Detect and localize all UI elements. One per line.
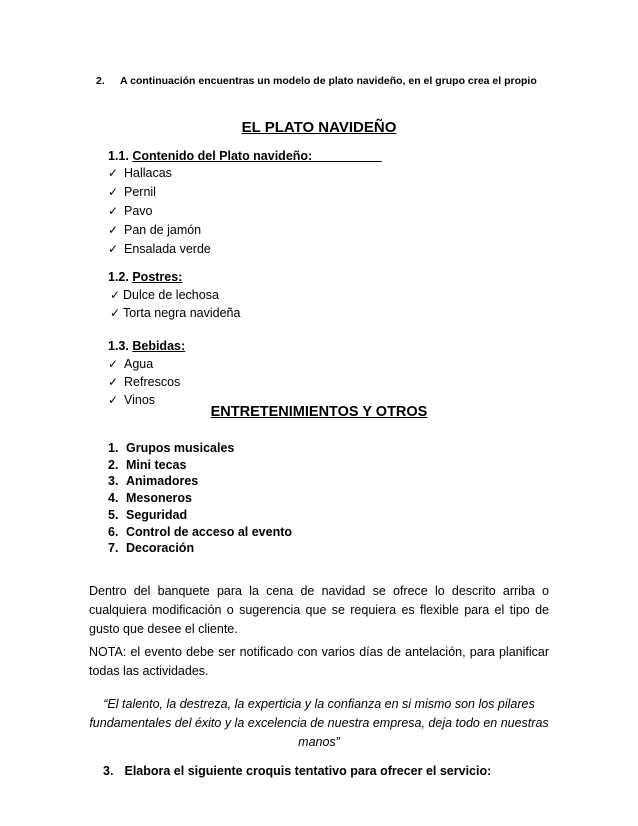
croquis-instruction [103,764,491,778]
check-icon: ✓ [108,242,119,256]
check-icon: ✓ [108,357,119,371]
section-heading-text: Bebidas: [132,339,186,353]
list-item: ✓ Ensalada verde [108,242,211,256]
list-item: ✓ Refrescos [108,375,181,389]
instruction-number: 3. [103,764,114,778]
list-item: 2. Mini tecas [108,457,187,472]
list-item: 3. Animadores [108,474,199,489]
section-number: 1.1. [108,149,129,163]
list-item: ✓ Hallacas [108,166,172,180]
check-icon: ✓ [108,166,119,180]
check-icon: ✓ [108,185,119,199]
check-icon: ✓ [110,306,121,320]
list-item: ✓ Dulce de lechosa [110,288,219,302]
list-item: 5. Seguridad [108,507,188,522]
list-item: ✓ Vinos [108,393,156,407]
intro-text: A continuación encuentras un modelo de plato navideño, en el grupo crea el propio [120,75,537,87]
check-icon: ✓ [108,393,119,407]
list-item: ✓ Pernil [108,185,156,199]
instruction-text: Elabora el siguiente croquis tentativo para ofrecer el servicio: [124,764,492,778]
nota-paragraph: NOTA: el evento debe ser notificado con varios días de antelación, para planificar todas las actividades. [89,645,549,678]
entretenimientos-title: ENTRETENIMIENTOS Y OTROS [210,404,428,420]
check-icon: ✓ [108,204,119,218]
section-heading-bebidas [108,339,185,353]
company-quote: “El talento, la destreza, la experticia y la confianza en si mismo son los pilares fundamentales del éxito y la excelencia de nuestra empresa, deja todo en nuestras manos” [89,697,549,749]
list-item: ✓ Agua [108,357,154,371]
section-heading-text: Postres: [132,270,183,284]
plato-title: EL PLATO NAVIDEÑO [241,119,397,136]
list-item: ✓ Torta negra navideña [110,306,241,320]
list-item: 4. Mesoneros [108,491,192,506]
bebidas-list [108,356,180,410]
list-item: 1. Grupos musicales [108,441,235,455]
section-number: 1.2. [108,270,129,284]
intro-number: 2. [96,75,105,87]
section-heading-contenido [108,149,382,163]
check-icon: ✓ [108,375,119,389]
check-icon: ✓ [110,288,121,302]
entretenimientos-list [108,440,292,557]
list-item: ✓ Pan de jamón [108,223,202,237]
list-item: 6. Control de acceso al evento [108,524,293,539]
section-heading-text: Contenido del Plato navideño:__________ [132,149,382,163]
contenido-list [108,165,211,260]
section-heading-postres [108,270,182,284]
postres-list [110,287,240,323]
check-icon: ✓ [108,223,119,237]
banquete-paragraph: Dentro del banquete para la cena de navidad se ofrece lo descrito arriba o cualquiera modificación o sugerencia que se requiera es flexible para el tipo de gusto que desee el cliente. [89,584,549,636]
list-item: ✓ Pavo [108,204,153,218]
section-number: 1.3. [108,339,129,353]
list-item: 7. Decoración [108,541,195,556]
